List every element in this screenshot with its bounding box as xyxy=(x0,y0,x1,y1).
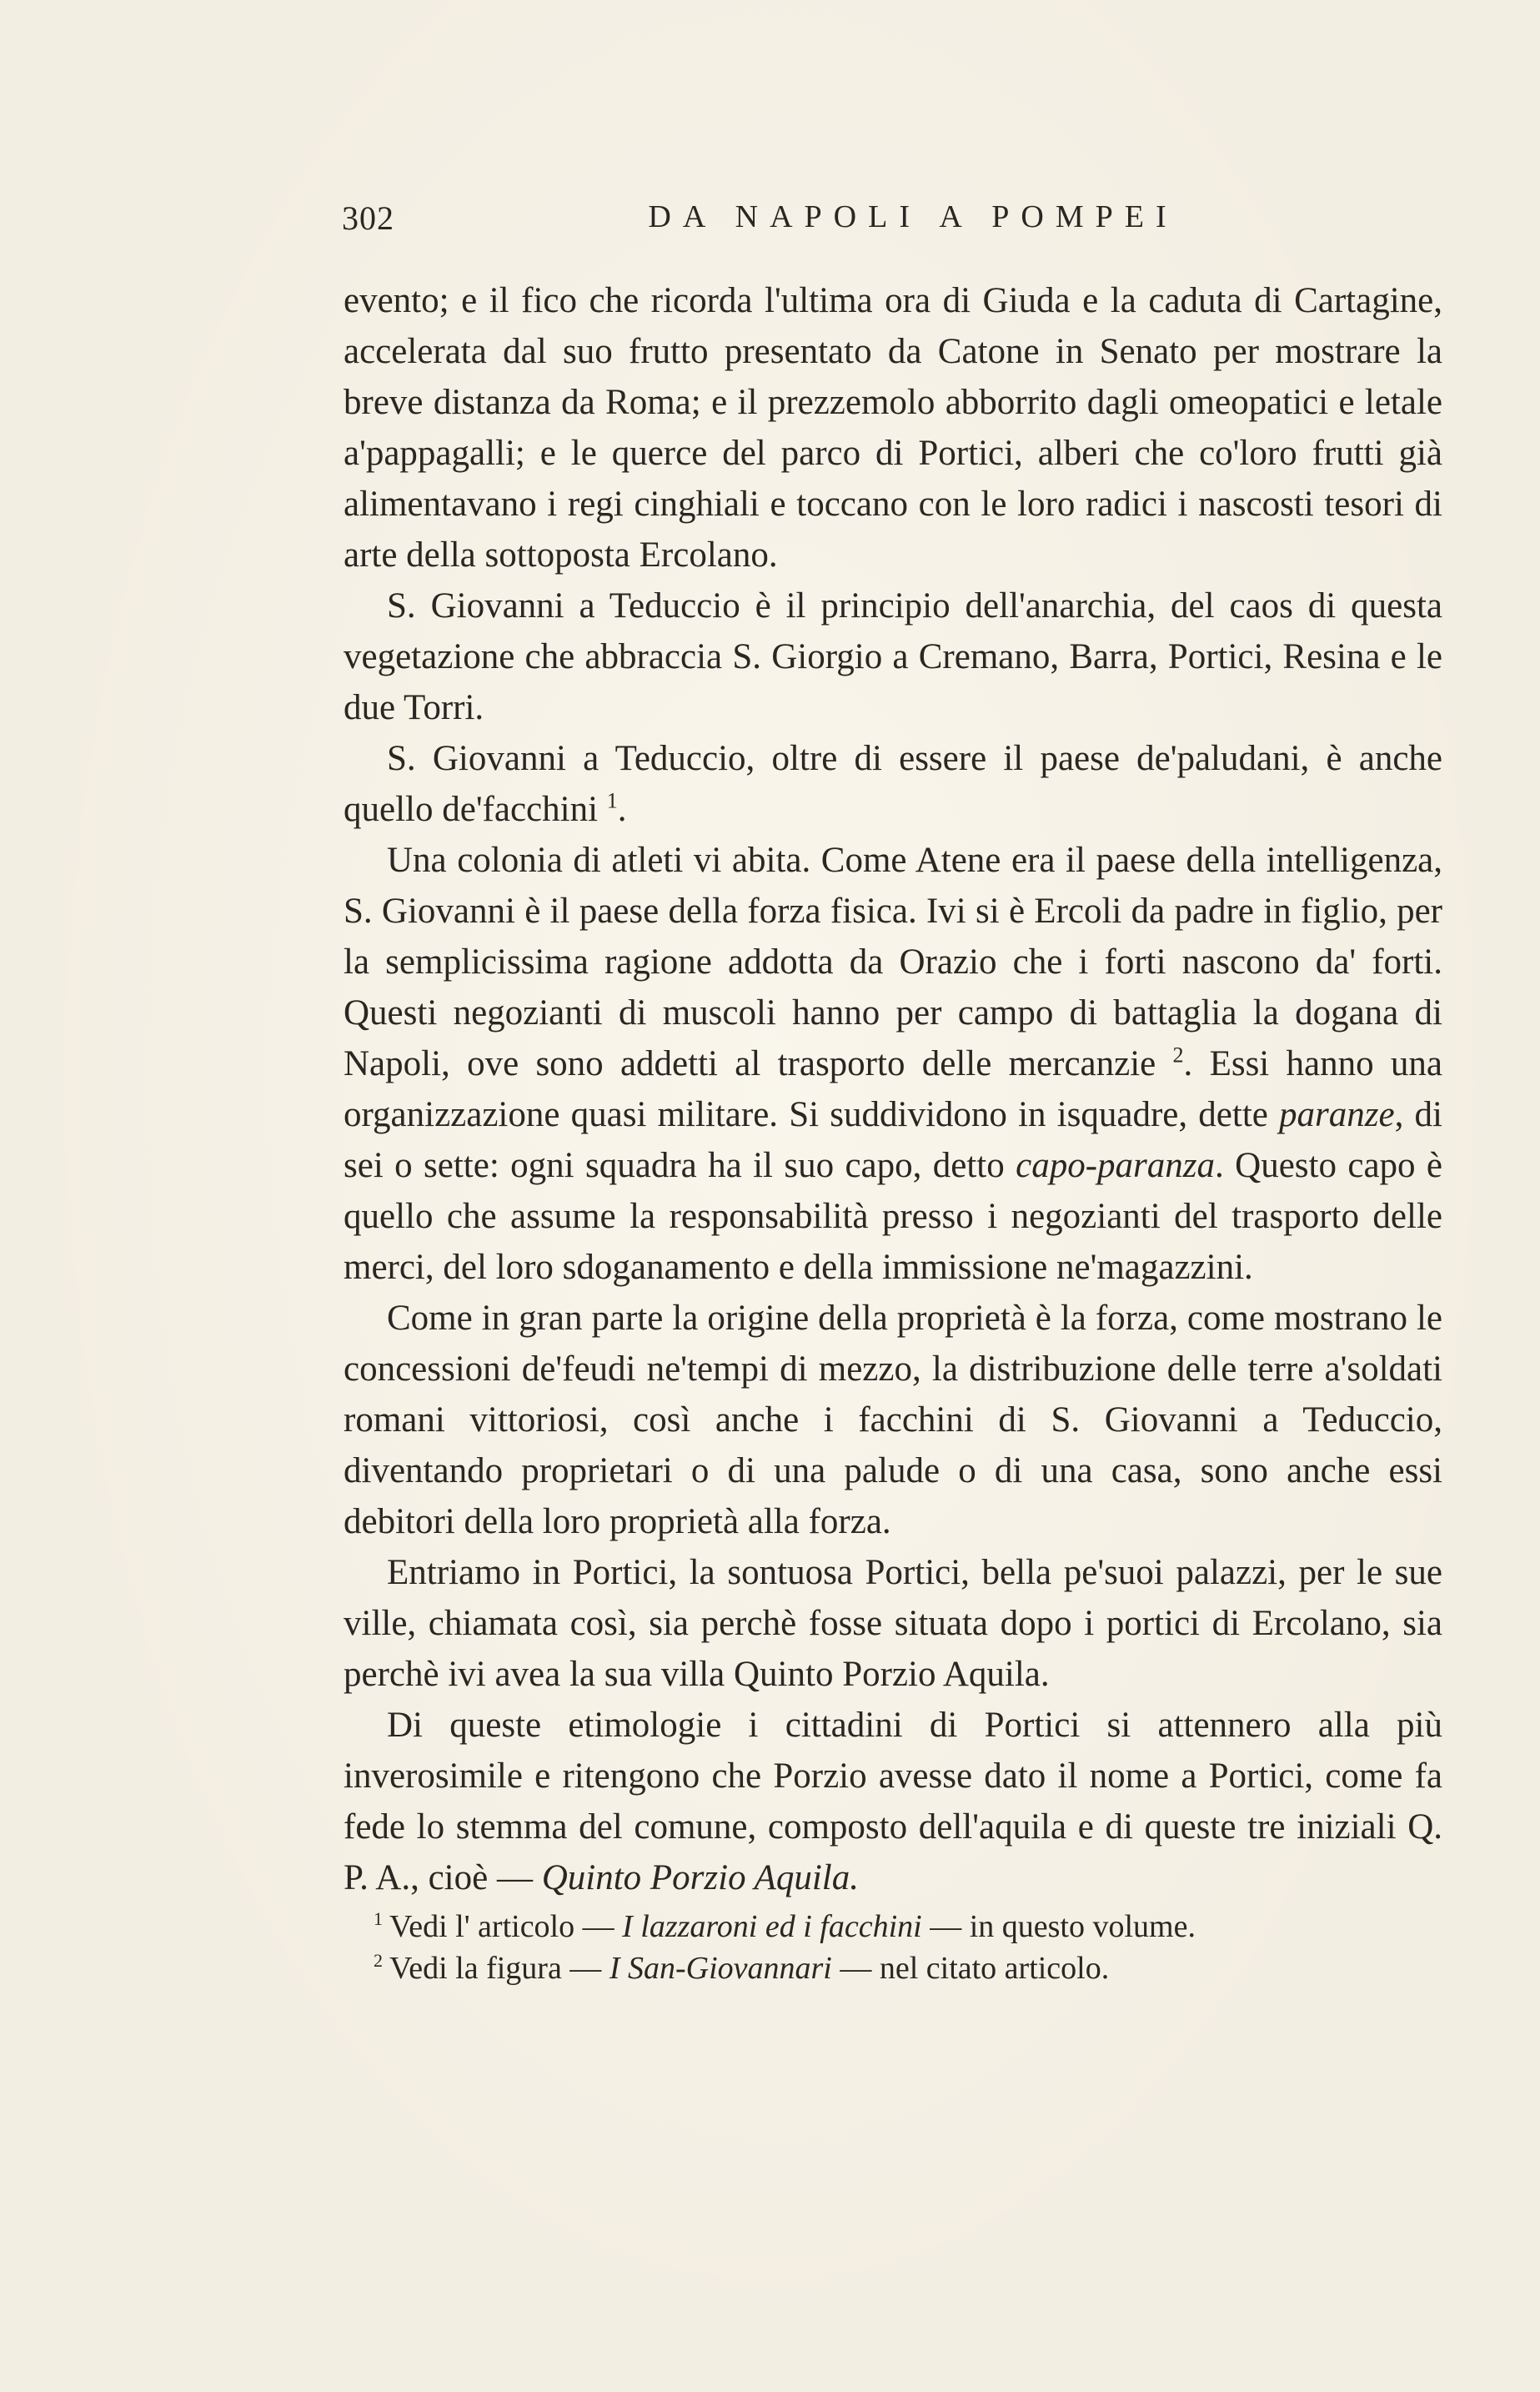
motto-quinto-porzio-aquila: Quinto Porzio Aquila. xyxy=(541,1858,859,1897)
footnote-mark: 2 xyxy=(374,1950,383,1972)
footnote-ref-1: 1 xyxy=(606,788,618,813)
paragraph-6: Entriamo in Portici, la sontuosa Portici, bella pe'suoi palazzi, per le sue ville, chiamata così, sia perchè fosse situata dopo i portici di Ercolano, sia perchè ivi avea la sua villa Quinto Porzio Aquila. xyxy=(344,1553,1442,1694)
footnote-2: $^2$ Vedi la figura — I San-Giovannari — nel citato articolo. xyxy=(374,1950,1110,1986)
paragraph-7: Di queste etimologie i cittadini di Portici si attennero alla più inverosimile e ritengono che Porzio avesse dato il nome a Portici, come fa fede lo stemma del comune, composto dell'aquila e di queste tre iniziali Q. P. A., cioè — Quinto Porzio Aquila. xyxy=(344,1706,1442,1897)
main-text xyxy=(344,275,1442,1903)
paragraph-5: Come in gran parte la origine della proprietà è la forza, come mostrano le concessioni de'feudi ne'tempi di mezzo, la distribuzione delle terre a'soldati romani vittoriosi, così anche i facchini di S. Giovanni a Teduccio, diventando proprietari o di una palude o di una casa, sono anche essi debitori della loro proprietà alla forza. xyxy=(344,1299,1442,1541)
paragraph-3: S. Giovanni a Teduccio, oltre di essere il paese de'paludani, è anche quello de'facchini $^1$. xyxy=(344,739,1442,829)
paragraph-4: Una colonia di atleti vi abita. Come Atene era il paese della intelligenza, S. Giovanni è il paese della forza fisica. Ivi si è Ercoli da padre in figlio, per la semplicissima ragione addotta da Orazio che i forti nascono da' forti. Questi negozianti di muscoli hanno per campo di battaglia la dogana di Napoli, ove sono addetti al trasporto delle mercanzie $^2$. Essi hanno una organizzazione quasi militare. Si suddividono in isquadre, dette paranze, di sei o sette: ogni squadra ha il suo capo, detto capo-paranza. Questo capo è quello che assume la responsabilità presso i negozianti del trasporto delle merci, del loro sdoganamento e della immissione ne'magazzini. xyxy=(344,841,1443,1287)
paragraph-2: S. Giovanni a Teduccio è il principio dell'anarchia, del caos di questa vegetazione che abbraccia S. Giorgio a Cremano, Barra, Portici, Resina e le due Torri. xyxy=(344,586,1442,727)
term-paranze: paranze xyxy=(1279,1095,1395,1134)
running-title: DA NAPOLI A POMPEI xyxy=(648,199,1178,234)
term-capo-paranza: capo-paranza xyxy=(1016,1146,1216,1185)
paragraph-1: evento; e il fico che ricorda l'ultima ora di Giuda e la caduta di Cartagine, accelerata dal suo frutto presentato da Catone in Senato per mostrare la breve distanza da Roma; e il prezzemolo abborrito dagli omeopatici e letale a'pappagalli; e le querce del parco di Portici, alberi che co'loro frutti già alimentavano i regi cinghiali e toccano con le loro radici i nascosti tesori di arte della sottoposta Ercolano. xyxy=(344,281,1442,575)
footnote-mark: 1 xyxy=(374,1908,383,1930)
footnote-ref-2: 2 xyxy=(1172,1043,1184,1068)
page-number: 302 xyxy=(342,199,394,237)
footnotes xyxy=(374,1906,1441,1989)
footnote-1: $^1$ Vedi l' articolo — I lazzaroni ed i facchini — in questo volume. xyxy=(374,1908,1196,1944)
running-head xyxy=(342,198,1451,249)
